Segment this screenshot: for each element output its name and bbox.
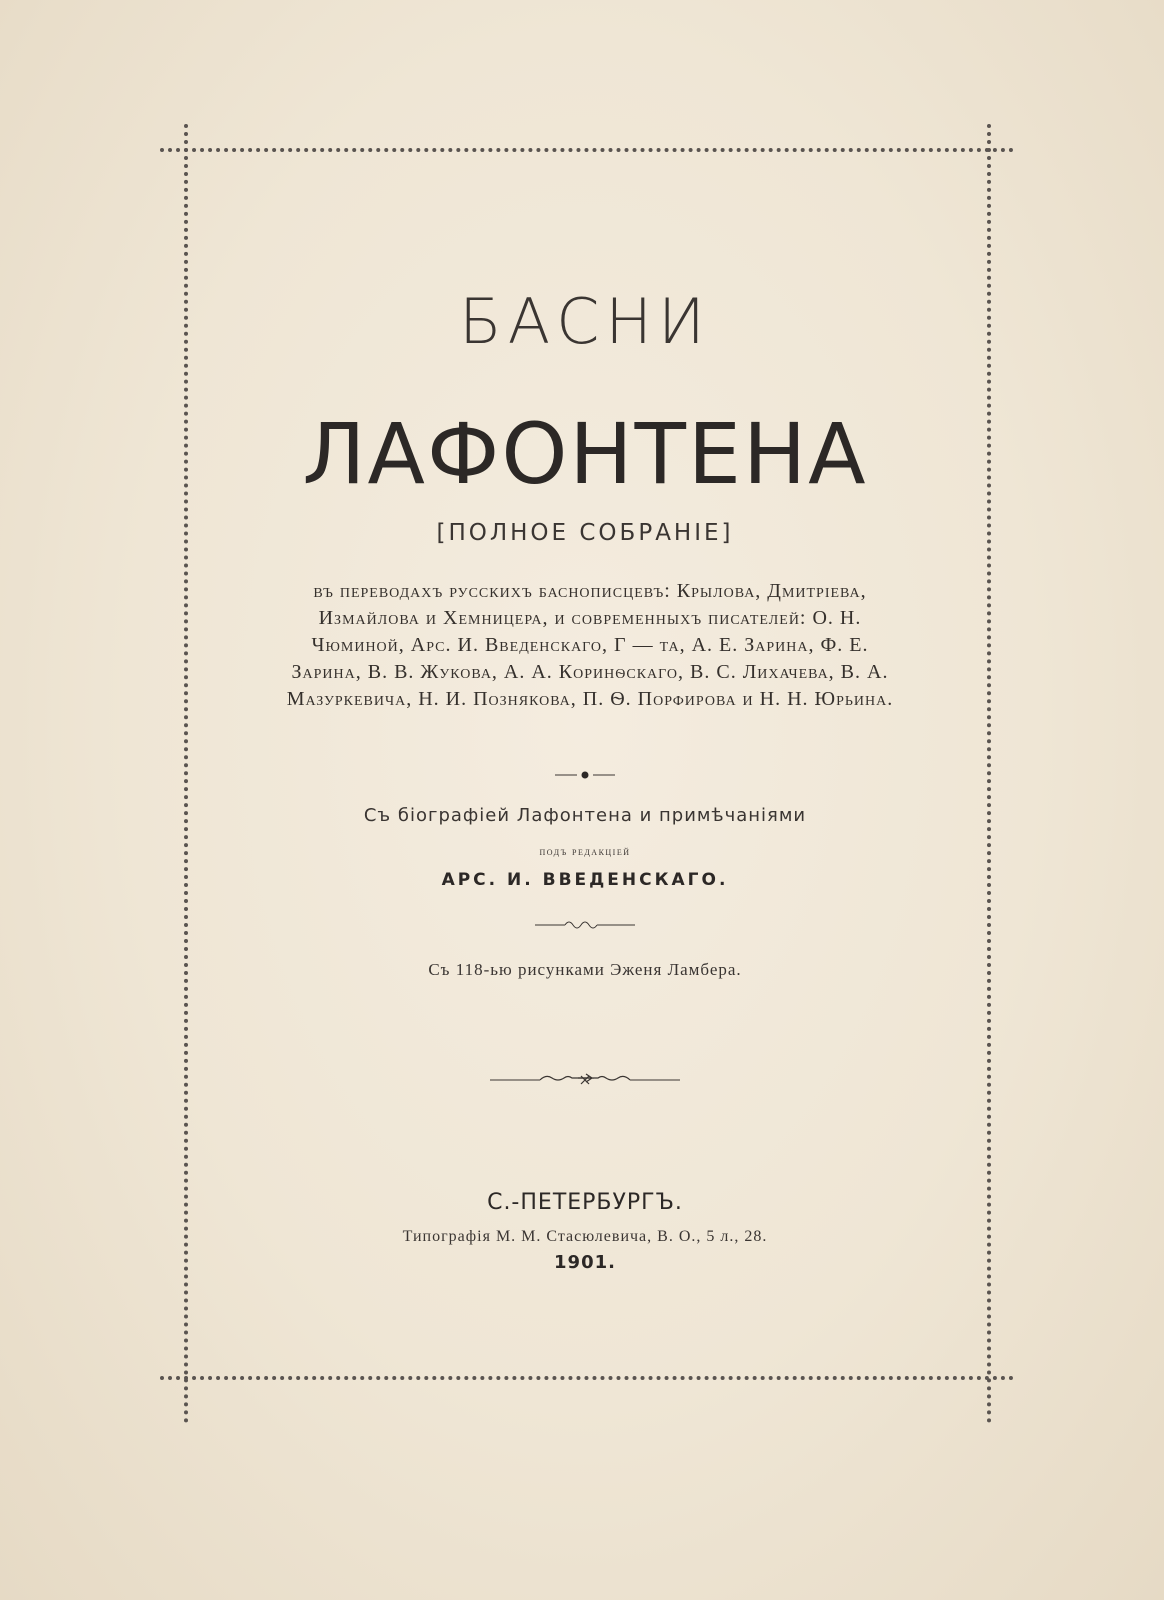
wave-divider-ornament <box>185 915 985 935</box>
imprint-city: С.-ПЕТЕРБУРГЪ. <box>487 1190 683 1215</box>
dot-divider-ornament <box>185 765 985 785</box>
frame-right-border <box>987 124 991 1424</box>
illustrations-note: Съ 118-ью рисунками Эженя Ламбера. <box>428 960 742 979</box>
frame-bottom-border <box>160 1376 1014 1380</box>
translators-paragraph: въ переводахъ русскихъ баснописцевъ: Крылова, Дмитріева, Измайлова и Хемницера, и современныхъ писателей: О. Н. Чюминой, Арс. И. Введенскаго, Г — та, А. Е. Зарина, Ф. Е. Зарина, В. В. Жукова, А. А. Коринѳскаго, В. С. Лихачева, В. А. Мазуркевича, Н. И. Познякова, П. Ѳ. Порфирова и Н. Н. Юрьина. <box>286 580 894 710</box>
editor-name: АРС. И. ВВЕДЕНСКАГО. <box>441 870 729 890</box>
biography-note: Съ біографіей Лафонтена и примѣчаніями <box>363 805 807 826</box>
editor-prefix: подъ редакціей <box>539 846 631 858</box>
flourish-divider-ornament <box>185 1070 985 1090</box>
subtitle: [ПОЛНОЕ СОБРАНІЕ] <box>436 520 734 546</box>
imprint-printer: Типографія М. М. Стасюлевича, В. О., 5 л., 28. <box>402 1228 768 1245</box>
imprint-year: 1901. <box>554 1252 616 1273</box>
frame-top-border <box>160 148 1014 152</box>
title-line-1: БАСНИ <box>459 285 711 358</box>
title-line-2: ЛАФОНТЕНА <box>302 405 868 503</box>
